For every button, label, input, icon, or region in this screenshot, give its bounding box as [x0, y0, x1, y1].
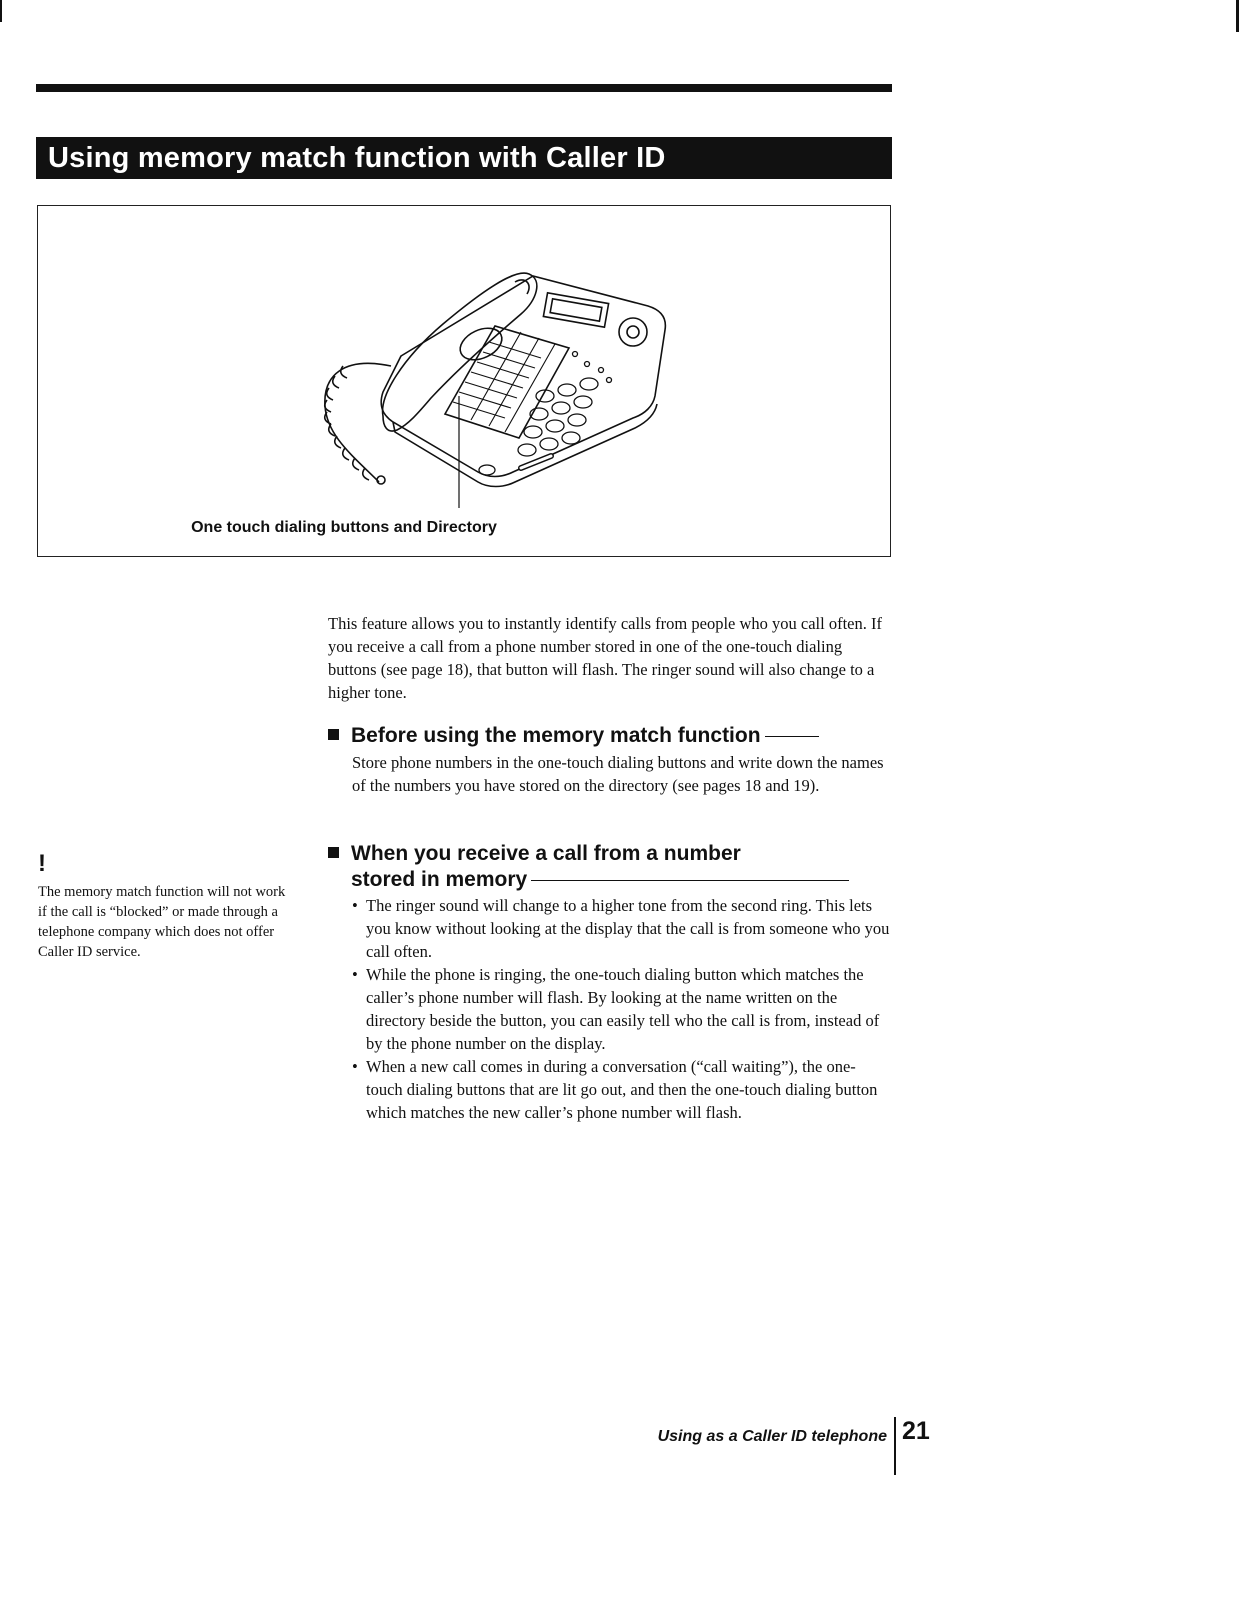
footer-section-title: Using as a Caller ID telephone — [657, 1428, 887, 1445]
page-number: 21 — [902, 1417, 930, 1445]
figure-frame — [37, 205, 891, 557]
note-exclamation-icon: ! — [38, 850, 46, 877]
bullet-list — [352, 894, 892, 1124]
scan-edge-mark-left — [0, 0, 2, 22]
figure-caption-text: One touch dialing buttons and Directory — [191, 519, 497, 536]
section-heading-receive-call — [328, 841, 898, 893]
speaker-grille — [455, 322, 507, 366]
intro-paragraph: This feature allows you to instantly identify calls from people who you call often. If you receive a call from a phone number stored in one of the one-touch dialing buttons (see page 18), that button will flash. The ringer sound will also change to a higher tone. — [328, 614, 882, 702]
scan-edge-mark-right — [1236, 0, 1239, 32]
section-text-before-using: Store phone numbers in the one-touch dialing buttons and write down the names of the numbers you have stored on the directory (see pages 18 and 19). — [352, 753, 884, 795]
figure-caption — [38, 519, 890, 537]
coiled-cord — [325, 363, 391, 482]
handset — [383, 273, 537, 431]
list-item: • While the phone is ringing, the one-touch dialing button which matches the caller’s phone number will flash. By looking at the name written on the directory beside the button, you can easily tell who the call is from, instead of by the phone number on the display. — [352, 963, 892, 1055]
square-bullet-icon — [328, 847, 339, 858]
top-rule — [36, 84, 892, 92]
section-heading-text-line2: stored in memory — [351, 868, 528, 891]
list-item: • The ringer sound will change to a higher tone from the second ring. This lets you know without looking at the display that the call is from someone who you call often. — [352, 894, 892, 963]
heading-rule — [765, 736, 819, 737]
list-item: • When a new call comes in during a conversation (“call waiting”), the one-touch dialing buttons that are lit go out, and then the one-touch dialing button which matches the new caller’s phone number will flash. — [352, 1055, 892, 1124]
telephone-illustration — [283, 246, 683, 516]
square-bullet-icon — [328, 729, 339, 740]
page-title: Using memory match function with Caller ID — [36, 137, 892, 179]
footer-divider — [894, 1417, 896, 1475]
lcd-display — [543, 293, 608, 327]
navigation-dial — [619, 318, 647, 346]
section-heading-text-line1: When you receive a call from a number — [351, 842, 741, 865]
section-heading-before-using — [328, 723, 898, 749]
section-heading-text: Before using the memory match function — [351, 724, 761, 747]
side-note: The memory match function will not work if the call is “blocked” or made through a telephone company which does not offer Caller ID service. — [38, 884, 286, 960]
heading-rule — [531, 880, 849, 881]
